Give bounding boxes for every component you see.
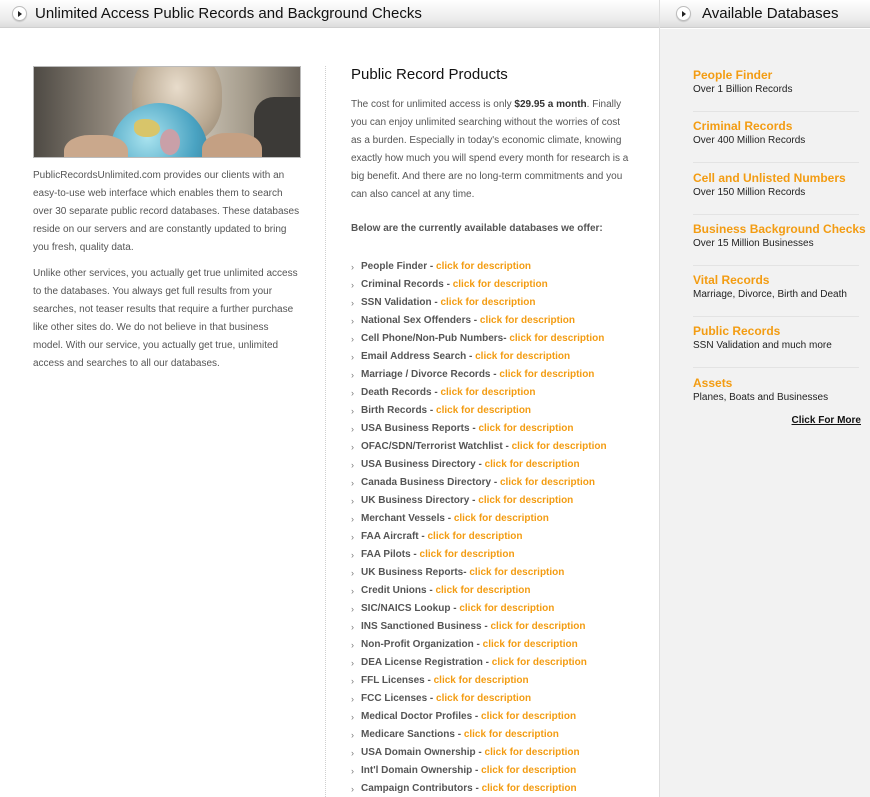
database-name: Email Address Search bbox=[361, 351, 467, 362]
sidebar-item-title[interactable]: Criminal Records bbox=[693, 119, 793, 134]
click-for-description-link[interactable]: click for description bbox=[499, 477, 595, 488]
click-for-description-link[interactable]: click for description bbox=[427, 531, 523, 542]
list-item: › SSN Validation - click for description bbox=[351, 294, 631, 312]
sidebar-item-subtitle: Over 15 Million Businesses bbox=[693, 237, 814, 249]
chevron-right-icon: › bbox=[351, 730, 354, 740]
globe-photo bbox=[33, 66, 301, 158]
click-for-description-link[interactable]: click for description bbox=[509, 333, 605, 344]
click-for-description-link[interactable]: click for description bbox=[481, 783, 577, 794]
chevron-right-icon: › bbox=[351, 424, 354, 434]
products-title: Public Record Products bbox=[351, 66, 508, 83]
database-name: UK Business Directory bbox=[361, 495, 470, 506]
chevron-right-icon: › bbox=[351, 316, 354, 326]
click-for-description-link[interactable]: click for description bbox=[436, 405, 532, 416]
click-for-description-link[interactable]: click for description bbox=[491, 657, 587, 668]
click-for-description-link[interactable]: click for description bbox=[436, 261, 532, 272]
sidebar-item[interactable] bbox=[693, 272, 861, 323]
chevron-right-icon: › bbox=[351, 712, 354, 722]
main-header-bar bbox=[0, 0, 659, 28]
chevron-right-icon: › bbox=[351, 622, 354, 632]
click-for-description-link[interactable]: click for description bbox=[440, 387, 536, 398]
chevron-right-icon: › bbox=[351, 514, 354, 524]
list-item: › FAA Pilots - click for description bbox=[351, 546, 631, 564]
chevron-right-icon: › bbox=[351, 478, 354, 488]
list-item: › Cell Phone/Non-Pub Numbers - click for description bbox=[351, 330, 631, 348]
click-for-description-link[interactable]: click for description bbox=[475, 351, 571, 362]
chevron-right-icon: › bbox=[351, 748, 354, 758]
chevron-right-icon: › bbox=[351, 370, 354, 380]
list-item: › Merchant Vessels - click for description bbox=[351, 510, 631, 528]
list-item: › Medical Doctor Profiles - click for description bbox=[351, 708, 631, 726]
sidebar-item-subtitle: Planes, Boats and Businesses bbox=[693, 391, 829, 403]
sidebar-item[interactable] bbox=[693, 323, 861, 374]
list-item: › Medicare Sanctions - click for description bbox=[351, 726, 631, 744]
list-item: › DEA License Registration - click for description bbox=[351, 654, 631, 672]
chevron-right-icon: › bbox=[351, 406, 354, 416]
click-for-more-link[interactable]: Click For More bbox=[791, 415, 861, 426]
click-for-description-link[interactable]: click for description bbox=[459, 603, 555, 614]
chevron-right-icon: › bbox=[351, 388, 354, 398]
chevron-right-icon: › bbox=[351, 298, 354, 308]
list-item: › National Sex Offenders - click for description bbox=[351, 312, 631, 330]
list-item: › Non-Profit Organization - click for description bbox=[351, 636, 631, 654]
click-for-description-link[interactable]: click for description bbox=[484, 459, 580, 470]
list-item: › UK Business Directory - click for description bbox=[351, 492, 631, 510]
sidebar-item[interactable] bbox=[693, 221, 866, 272]
click-for-description-link[interactable]: click for description bbox=[482, 639, 578, 650]
click-for-description-link[interactable]: click for description bbox=[511, 441, 607, 452]
click-for-description-link[interactable]: click for description bbox=[440, 297, 536, 308]
database-name: FCC Licenses bbox=[361, 693, 428, 704]
database-name: Cell Phone/Non-Pub Numbers bbox=[361, 333, 504, 344]
chevron-right-icon: › bbox=[351, 550, 354, 560]
chevron-right-circle-icon[interactable] bbox=[676, 6, 691, 21]
chevron-right-icon: › bbox=[351, 604, 354, 614]
click-for-description-link[interactable]: click for description bbox=[419, 549, 515, 560]
chevron-right-icon: › bbox=[351, 658, 354, 668]
database-name: Medical Doctor Profiles bbox=[361, 711, 473, 722]
database-name: Non-Profit Organization bbox=[361, 639, 474, 650]
left-column bbox=[33, 66, 301, 373]
chevron-right-icon: › bbox=[351, 352, 354, 362]
list-item: › FAA Aircraft - click for description bbox=[351, 528, 631, 546]
database-name: Birth Records bbox=[361, 405, 428, 416]
database-name: FFL Licenses bbox=[361, 675, 425, 686]
database-name: Credit Unions bbox=[361, 585, 427, 596]
database-name: OFAC/SDN/Terrorist Watchlist bbox=[361, 441, 503, 452]
pricing-paragraph: The cost for unlimited access is only $29.95 a month. Finally you can enjoy unlimited searching without the worries of cost as a burden. Especially in today's economic climate, knowing exactly how much you will spend every month for research is a big benefit. And there are no long-term commitments and you can also cancel at any time. bbox=[351, 99, 629, 200]
chevron-right-icon: › bbox=[351, 640, 354, 650]
sidebar-item-subtitle: Marriage, Divorce, Birth and Death bbox=[693, 289, 847, 301]
intro-paragraph: PublicRecordsUnlimited.com provides our clients with an easy-to-use web interface which enables them to search over 30 separate public record databases. These databases reside on our servers and are constantly updated to bring you fresh, quality data. bbox=[33, 170, 300, 253]
database-name: FAA Pilots bbox=[361, 549, 411, 560]
click-for-description-link[interactable]: click for description bbox=[463, 729, 559, 740]
database-name: Death Records bbox=[361, 387, 432, 398]
click-for-description-link[interactable]: click for description bbox=[499, 369, 595, 380]
sidebar-item-title[interactable]: Assets bbox=[693, 375, 733, 390]
chevron-right-icon: › bbox=[351, 766, 354, 776]
list-item: › Marriage / Divorce Records - click for description bbox=[351, 366, 631, 384]
chevron-right-icon: › bbox=[351, 568, 354, 578]
list-item: › FCC Licenses - click for description bbox=[351, 690, 631, 708]
sidebar-item-subtitle: SSN Validation and much more bbox=[693, 340, 832, 352]
list-item: › Canada Business Directory - click for description bbox=[351, 474, 631, 492]
list-item: › USA Business Directory - click for description bbox=[351, 456, 631, 474]
available-databases-list bbox=[693, 67, 866, 426]
list-item: › Campaign Contributors - click for description bbox=[351, 780, 631, 797]
divider bbox=[693, 162, 859, 163]
sidebar-item[interactable] bbox=[693, 67, 861, 118]
click-for-description-link[interactable]: click for description bbox=[481, 711, 577, 722]
click-for-description-link[interactable]: click for description bbox=[435, 585, 531, 596]
database-name: INS Sanctioned Business bbox=[361, 621, 482, 632]
database-name: Criminal Records bbox=[361, 279, 444, 290]
list-item: › UK Business Reports - click for description bbox=[351, 564, 631, 582]
chevron-right-icon: › bbox=[351, 334, 354, 344]
click-for-description-link[interactable]: click for description bbox=[453, 513, 549, 524]
click-for-description-link[interactable]: click for description bbox=[469, 567, 565, 578]
list-item: › Int'l Domain Ownership - click for description bbox=[351, 762, 631, 780]
side-header-title: Available Databases bbox=[702, 5, 839, 22]
database-name: USA Business Reports bbox=[361, 423, 470, 434]
list-item: › USA Domain Ownership - click for description bbox=[351, 744, 631, 762]
chevron-right-icon: › bbox=[351, 262, 354, 272]
database-name: Campaign Contributors bbox=[361, 783, 473, 794]
click-for-description-link[interactable]: click for description bbox=[478, 495, 574, 506]
unlimited-paragraph: Unlike other services, you actually get true unlimited access to the databases. You always get full results from your searches, not teaser results that require a further purchase like other sites do. We do not believe in that business model. With our service, you actually get true, unlimited access and searches to all our databases. bbox=[33, 268, 298, 369]
divider bbox=[693, 316, 859, 317]
chevron-right-icon: › bbox=[351, 442, 354, 452]
chevron-right-icon: › bbox=[351, 694, 354, 704]
divider bbox=[693, 214, 859, 215]
sidebar-item-title[interactable]: Cell and Unlisted Numbers bbox=[693, 170, 846, 185]
click-for-description-link[interactable]: click for description bbox=[433, 675, 529, 686]
dotted-divider bbox=[325, 66, 326, 797]
list-item: › USA Business Reports - click for description bbox=[351, 420, 631, 438]
list-item: › Email Address Search - click for description bbox=[351, 348, 631, 366]
database-name: SIC/NAICS Lookup bbox=[361, 603, 451, 614]
list-item: › OFAC/SDN/Terrorist Watchlist - click for description bbox=[351, 438, 631, 456]
main-header-title: Unlimited Access Public Records and Background Checks bbox=[35, 5, 422, 22]
sidebar-item-title[interactable]: People Finder bbox=[693, 68, 773, 82]
sidebar-item-subtitle: Over 150 Million Records bbox=[693, 186, 806, 198]
sidebar-item[interactable] bbox=[693, 118, 861, 169]
database-list bbox=[351, 258, 631, 797]
click-for-description-link[interactable]: click for description bbox=[481, 765, 577, 776]
database-name: USA Business Directory bbox=[361, 459, 476, 470]
list-item: › Death Records - click for description bbox=[351, 384, 631, 402]
database-name: USA Domain Ownership bbox=[361, 747, 476, 758]
chevron-right-circle-icon[interactable] bbox=[12, 6, 27, 21]
sidebar-item-title[interactable]: Business Background Checks bbox=[693, 221, 866, 236]
click-for-description-link[interactable]: click for description bbox=[479, 315, 575, 326]
database-name: DEA License Registration bbox=[361, 657, 483, 668]
sidebar-item-subtitle: Over 1 Billion Records bbox=[693, 84, 793, 95]
click-for-description-link[interactable]: click for description bbox=[484, 747, 580, 758]
database-name: FAA Aircraft bbox=[361, 531, 419, 542]
list-item: › INS Sanctioned Business - click for description bbox=[351, 618, 631, 636]
chevron-right-icon: › bbox=[351, 784, 354, 794]
click-for-description-link[interactable]: click for description bbox=[436, 693, 532, 704]
database-name: People Finder bbox=[361, 261, 428, 272]
database-name: Int'l Domain Ownership bbox=[361, 765, 473, 776]
chevron-right-icon: › bbox=[351, 496, 354, 506]
click-for-description-link[interactable]: click for description bbox=[478, 423, 574, 434]
list-item: › SIC/NAICS Lookup - click for description bbox=[351, 600, 631, 618]
chevron-right-icon: › bbox=[351, 676, 354, 686]
sidebar-item[interactable] bbox=[693, 170, 861, 221]
database-name: National Sex Offenders bbox=[361, 315, 472, 326]
click-for-description-link[interactable]: click for description bbox=[452, 279, 548, 290]
list-item: › Criminal Records - click for description bbox=[351, 276, 631, 294]
sidebar-item-title[interactable]: Public Records bbox=[693, 324, 781, 339]
chevron-right-icon: › bbox=[351, 280, 354, 290]
list-item: › Birth Records - click for description bbox=[351, 402, 631, 420]
side-header-bar bbox=[660, 0, 870, 28]
products-column bbox=[351, 66, 631, 797]
chevron-right-icon: › bbox=[351, 532, 354, 542]
price-highlight: $29.95 a month bbox=[514, 99, 587, 110]
database-name: Canada Business Directory bbox=[361, 477, 492, 488]
list-item: › Credit Unions - click for description bbox=[351, 582, 631, 600]
databases-intro: Below are the currently available databases we offer: bbox=[351, 223, 603, 234]
database-name: Merchant Vessels bbox=[361, 513, 445, 524]
divider bbox=[693, 265, 859, 266]
divider bbox=[693, 111, 859, 112]
database-name: UK Business Reports bbox=[361, 567, 464, 578]
chevron-right-icon: › bbox=[351, 460, 354, 470]
divider bbox=[693, 367, 859, 368]
sidebar-item-subtitle: Over 400 Million Records bbox=[693, 135, 806, 147]
chevron-right-icon: › bbox=[351, 586, 354, 596]
database-name: Marriage / Divorce Records bbox=[361, 369, 491, 380]
database-name: Medicare Sanctions bbox=[361, 729, 455, 740]
list-item: › People Finder - click for description bbox=[351, 258, 631, 276]
list-item: › FFL Licenses - click for description bbox=[351, 672, 631, 690]
database-name: SSN Validation bbox=[361, 297, 432, 308]
click-for-description-link[interactable]: click for description bbox=[490, 621, 586, 632]
sidebar-item-title[interactable]: Vital Records bbox=[693, 273, 770, 288]
